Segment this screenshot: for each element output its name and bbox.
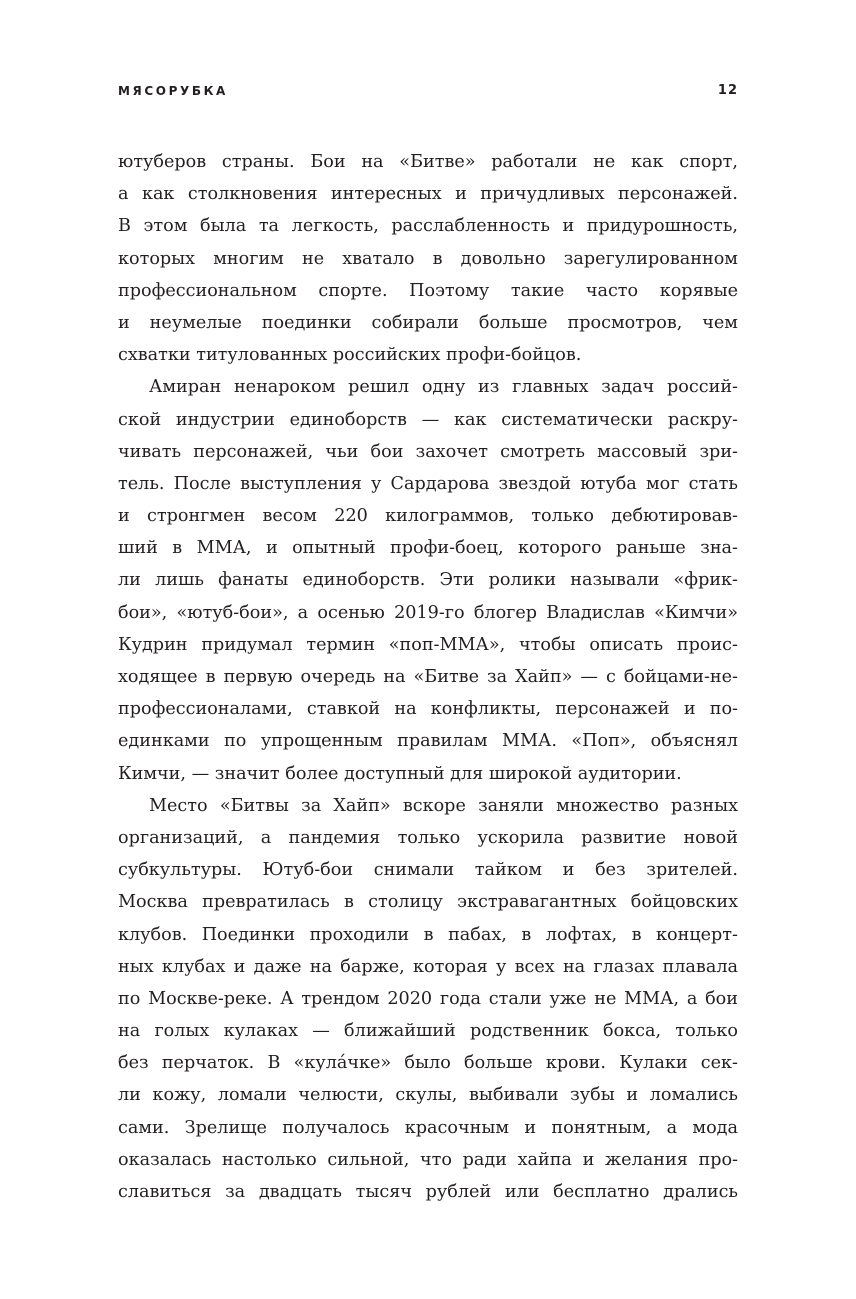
text-line: В этом была та легкость, расслабленность и придурошность, <box>118 216 738 237</box>
text-line: субкультуры. Ютуб-бои снимали тайком и без зрителей. <box>118 860 738 881</box>
text-line: Место «Битвы за Хайп» вскоре заняли множество разных <box>149 795 738 816</box>
text-line: чивать персонажей, чьи бои захочет смотреть массовый зри- <box>118 441 738 462</box>
text-line: Амиран ненароком решил одну из главных задач россий- <box>149 377 738 398</box>
running-head <box>118 82 738 104</box>
text-body <box>118 146 738 1208</box>
text-line: ской индустрии единоборств — как систематически раскру- <box>118 409 738 430</box>
text-line: профессионалами, ставкой на конфликты, персонажей и по- <box>118 699 738 720</box>
text-line: ходящее в первую очередь на «Битве за Хайп» — с бойцами-не- <box>118 667 738 687</box>
text-line: ютуберов страны. Бои на «Битве» работали не как спорт, <box>118 152 738 172</box>
text-line: ший в ММА, и опытный профи-боец, которого раньше зна- <box>118 538 738 559</box>
text-line: схватки титулованных российских профи-бойцов. <box>118 345 582 366</box>
text-line: сами. Зрелище получалось красочным и понятным, а мода <box>118 1117 738 1138</box>
paragraph-2 <box>118 371 738 789</box>
text-line: на голых кулаках — ближайший родственник бокса, только <box>118 1021 738 1042</box>
text-line: ли кожу, ломали челюсти, скулы, выбивали зубы и ломались <box>118 1085 738 1106</box>
text-line: профессиональном спорте. Поэтому такие часто корявые <box>118 280 738 301</box>
text-line: организаций, а пандемия только ускорила развитие новой <box>118 827 738 848</box>
text-line: ли лишь фанаты единоборств. Эти ролики называли «фрик- <box>118 570 738 591</box>
text-line: без перчаток. В «кула́чке» было больше крови. Кулаки сек- <box>118 1053 738 1074</box>
text-line: и стронгмен весом 220 килограммов, только дебютировав- <box>118 506 738 527</box>
paragraph-3 <box>118 790 738 1208</box>
text-line: Кимчи, — значит более доступный для широкой аудитории. <box>118 763 682 784</box>
book-title: МЯСОРУБКА <box>118 84 228 98</box>
text-line: славиться за двадцать тысяч рублей или бесплатно дрались <box>118 1182 738 1202</box>
text-line: и неумелые поединки собирали больше просмотров, чем <box>118 312 738 333</box>
text-line: которых многим не хватало в довольно зарегулированном <box>118 248 738 269</box>
text-line: по Москве-реке. А трендом 2020 года стали уже не ММА, а бои <box>118 988 738 1009</box>
text-line: Москва превратилась в столицу экстравагантных бойцовских <box>118 892 738 913</box>
text-line: ных клубах и даже на барже, которая у всех на глазах плавала <box>118 956 738 977</box>
page-number: 12 <box>717 83 738 98</box>
text-line: клубов. Поединки проходили в пабах, в лофтах, в концерт- <box>118 924 738 945</box>
paragraph-1 <box>118 146 738 371</box>
text-line: единками по упрощенным правилам ММА. «Поп», объяснял <box>118 731 738 752</box>
text-line: а как столкновения интересных и причудливых персонажей. <box>118 184 738 205</box>
text-line: Кудрин придумал термин «поп-ММА», чтобы описать проис- <box>118 634 738 655</box>
text-line: оказалась настолько сильной, что ради хайпа и желания про- <box>118 1149 738 1170</box>
text-line: тель. После выступления у Сардарова звездой ютуба мог стать <box>118 473 738 494</box>
text-line: бои», «ютуб-бои», а осенью 2019-го блогер Владислав «Кимчи» <box>118 602 738 623</box>
